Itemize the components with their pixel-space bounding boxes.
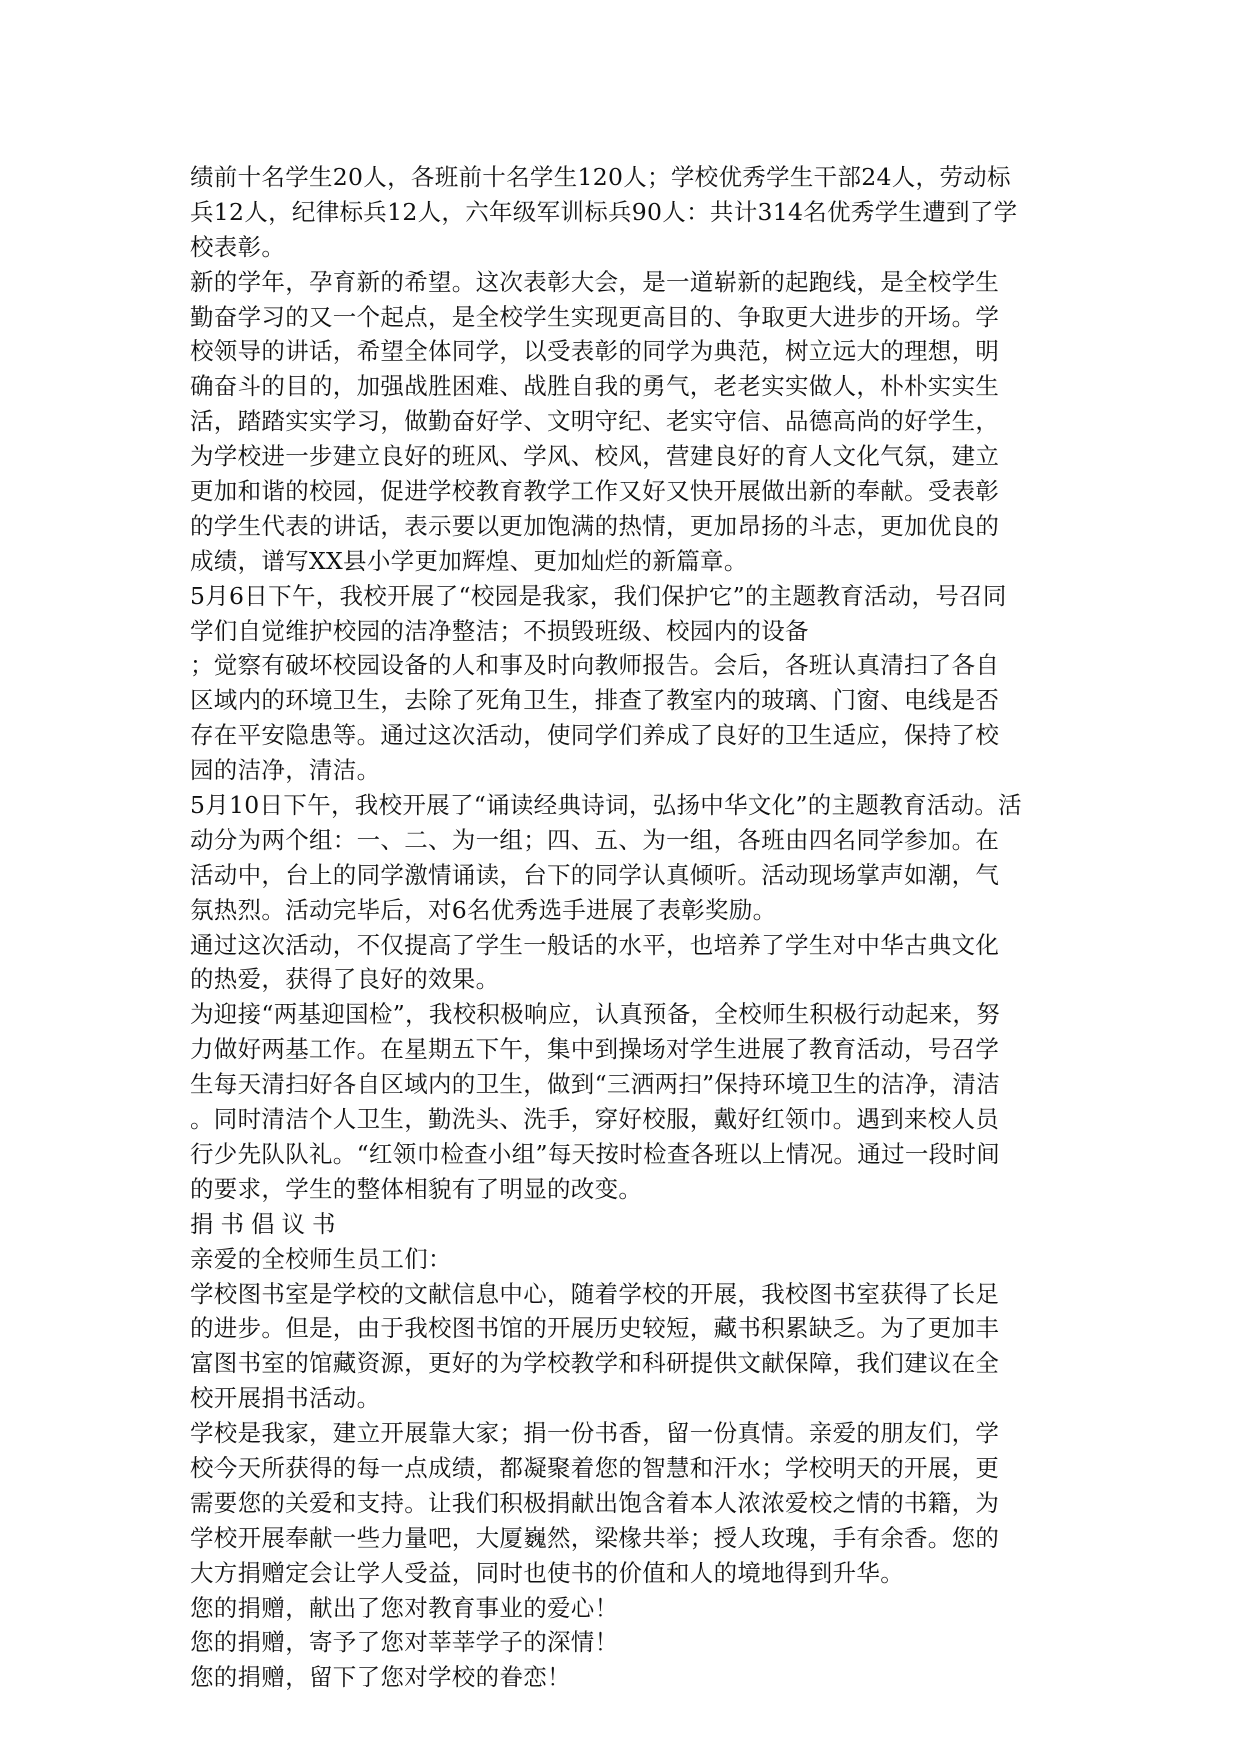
text-line: 您的捐赠，寄予了您对莘莘学子的深情！ — [190, 1628, 619, 1657]
text-line: 的热爱，获得了良好的效果。 — [190, 965, 500, 994]
text-line: 5月6日下午，我校开展了“校园是我家，我们保护它”的主题教育活动，号召同 — [190, 581, 1007, 610]
text-line: 学校图书室是学校的文献信息中心，随着学校的开展，我校图书室获得了长足 — [190, 1279, 1000, 1308]
text-line: ；觉察有破坏校园设备的人和事及时向教师报告。会后，各班认真清扫了各自 — [190, 651, 1000, 680]
text-line: 活，踏踏实实学习，做勤奋好学、文明守纪、老实守信、品德高尚的好学生， — [190, 407, 1000, 436]
text-line: 校表彰。 — [190, 232, 286, 261]
text-line: 新的学年，孕育新的希望。这次表彰大会，是一道崭新的起跑线，是全校学生 — [190, 267, 1000, 296]
text-line: 您的捐赠，留下了您对学校的眷恋！ — [190, 1663, 571, 1692]
text-line: 生每天清扫好各自区域内的卫生，做到“三洒两扫”保持环境卫生的洁净，清洁 — [190, 1070, 1001, 1099]
text-line: 校领导的讲话，希望全体同学，以受表彰的同学为典范，树立远大的理想，明 — [190, 337, 1000, 366]
document-body — [190, 160, 1062, 1695]
text-line: 氛热烈。活动完毕后，对6名优秀选手进展了表彰奖励。 — [190, 895, 777, 924]
text-line: 校开展捐书活动。 — [190, 1384, 381, 1413]
text-line: 通过这次活动，不仅提高了学生一般话的水平，也培养了学生对中华古典文化 — [190, 930, 1000, 959]
text-line: 园的洁净，清洁。 — [190, 756, 381, 785]
text-line: 。同时清洁个人卫生，勤洗头、洗手，穿好校服，戴好红领巾。遇到来校人员 — [190, 1105, 1000, 1134]
section-heading: 捐书倡议书 — [190, 1209, 343, 1238]
text-line: 绩前十名学生20人，各班前十名学生120人；学校优秀学生干部24人，劳动标 — [190, 163, 1011, 191]
text-line: 大方捐赠定会让学人受益，同时也使书的价值和人的境地得到升华。 — [190, 1558, 904, 1587]
text-line: 的学生代表的讲话，表示要以更加饱满的热情，更加昂扬的斗志，更加优良的 — [190, 511, 1000, 540]
text-line: 学们自觉维护校园的洁净整洁；不损毁班级、校园内的设备 — [190, 616, 809, 645]
text-line: 成绩，谱写XX县小学更加辉煌、更加灿烂的新篇章。 — [190, 546, 748, 575]
text-line: 兵12人，纪律标兵12人，六年级军训标兵90人：共计314名优秀学生遭到了学 — [190, 197, 1018, 226]
text-line: 需要您的关爱和支持。让我们积极捐献出饱含着本人浓浓爱校之情的书籍，为 — [190, 1488, 1000, 1517]
text-line: 的进步。但是，由于我校图书馆的开展历史较短，藏书积累缺乏。为了更加丰 — [190, 1314, 1000, 1343]
text-line: 力做好两基工作。在星期五下午，集中到操场对学生进展了教育活动，号召学 — [190, 1035, 1000, 1064]
text-line: 您的捐赠，献出了您对教育事业的爱心！ — [190, 1593, 619, 1622]
text-line: 5月10日下午，我校开展了“诵读经典诗词，弘扬中华文化”的主题教育活动。活 — [190, 791, 1022, 820]
text-line: 区域内的环境卫生，去除了死角卫生，排查了教室内的玻璃、门窗、电线是否 — [190, 686, 1000, 715]
text-line: 动分为两个组：一、二、为一组；四、五、为一组，各班由四名同学参加。在 — [190, 825, 1000, 854]
salutation: 亲爱的全校师生员工们： — [190, 1244, 452, 1273]
text-line: 活动中，台上的同学激情诵读，台下的同学认真倾听。活动现场掌声如潮，气 — [190, 860, 1000, 889]
text-line: 勤奋学习的又一个起点，是全校学生实现更高目的、争取更大进步的开场。学 — [190, 302, 1000, 331]
text-line: 为迎接“两基迎国检”，我校积极响应，认真预备，全校师生积极行动起来，努 — [190, 1000, 1001, 1029]
text-line: 学校开展奉献一些力量吧，大厦巍然，梁椽共举；授人玫瑰，手有余香。您的 — [190, 1523, 1000, 1552]
text-line: 确奋斗的目的，加强战胜困难、战胜自我的勇气，老老实实做人，朴朴实实生 — [190, 372, 1000, 401]
text-line: 存在平安隐患等。通过这次活动，使同学们养成了良好的卫生适应，保持了校 — [190, 721, 1000, 750]
text-line: 富图书室的馆藏资源，更好的为学校教学和科研提供文献保障，我们建议在全 — [190, 1349, 1000, 1378]
text-line: 学校是我家，建立开展靠大家；捐一份书香，留一份真情。亲爱的朋友们，学 — [190, 1419, 1000, 1448]
text-line: 行少先队队礼。“红领巾检查小组”每天按时检查各班以上情况。通过一段时间 — [190, 1139, 1001, 1168]
text-line: 的要求，学生的整体相貌有了明显的改变。 — [190, 1174, 643, 1203]
text-line: 更加和谐的校园，促进学校教育教学工作又好又快开展做出新的奉献。受表彰 — [190, 477, 1000, 506]
text-line: 校今天所获得的每一点成绩，都凝聚着您的智慧和汗水；学校明天的开展，更 — [190, 1453, 1000, 1482]
text-line: 为学校进一步建立良好的班风、学风、校风，营建良好的育人文化气氛，建立 — [190, 442, 1000, 471]
